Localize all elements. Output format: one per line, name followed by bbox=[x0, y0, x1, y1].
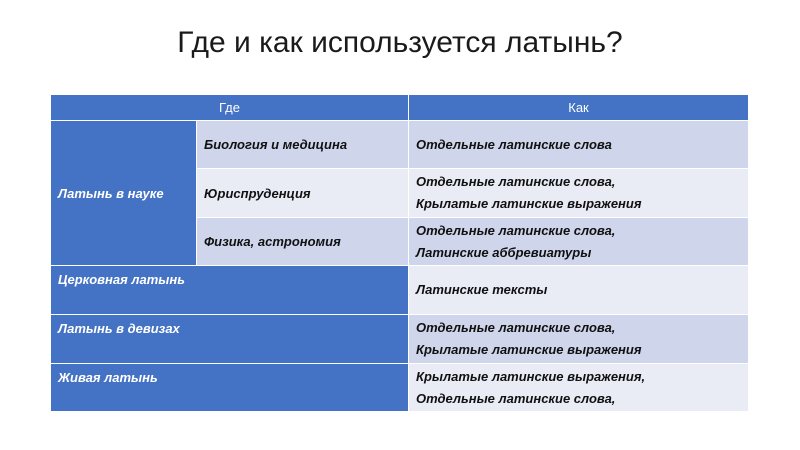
how-line: Крылатые латинские выражения bbox=[416, 342, 642, 357]
table-row bbox=[51, 364, 749, 412]
where-cell: Латынь в девизах bbox=[51, 315, 409, 364]
where-cell: Живая латынь bbox=[51, 364, 409, 412]
science-field: Юриспруденция bbox=[197, 169, 409, 218]
table-header-row bbox=[51, 95, 749, 121]
how-line: Отдельные латинские слова, bbox=[416, 390, 616, 406]
usage-table bbox=[50, 94, 749, 412]
table-row bbox=[51, 121, 749, 169]
how-cell bbox=[409, 315, 749, 364]
how-line: Отдельные латинские слова, bbox=[416, 222, 616, 238]
how-line: Отдельные латинские слова bbox=[416, 136, 612, 152]
how-line: Крылатые латинские выражения bbox=[416, 196, 642, 211]
how-cell bbox=[409, 169, 749, 218]
how-cell bbox=[409, 364, 749, 412]
table-row bbox=[51, 266, 749, 315]
table-row bbox=[51, 315, 749, 364]
science-field: Биология и медицина bbox=[197, 121, 409, 169]
how-cell bbox=[409, 121, 749, 169]
how-line: Крылатые латинские выражения, bbox=[416, 368, 646, 384]
science-field: Физика, астрономия bbox=[197, 218, 409, 266]
how-line: Отдельные латинские слова, bbox=[416, 320, 616, 335]
where-cell: Церковная латынь bbox=[51, 266, 409, 315]
header-where: Где bbox=[51, 95, 409, 121]
how-cell bbox=[409, 218, 749, 266]
header-how: Как bbox=[409, 95, 749, 121]
science-label: Латынь в науке bbox=[51, 121, 197, 266]
how-line: Латинские аббревиатуры bbox=[416, 244, 592, 260]
how-cell bbox=[409, 266, 749, 315]
slide-title: Где и как используется латынь? bbox=[177, 26, 623, 59]
how-line: Латинские тексты bbox=[416, 282, 548, 297]
how-line: Отдельные латинские слова, bbox=[416, 174, 616, 189]
